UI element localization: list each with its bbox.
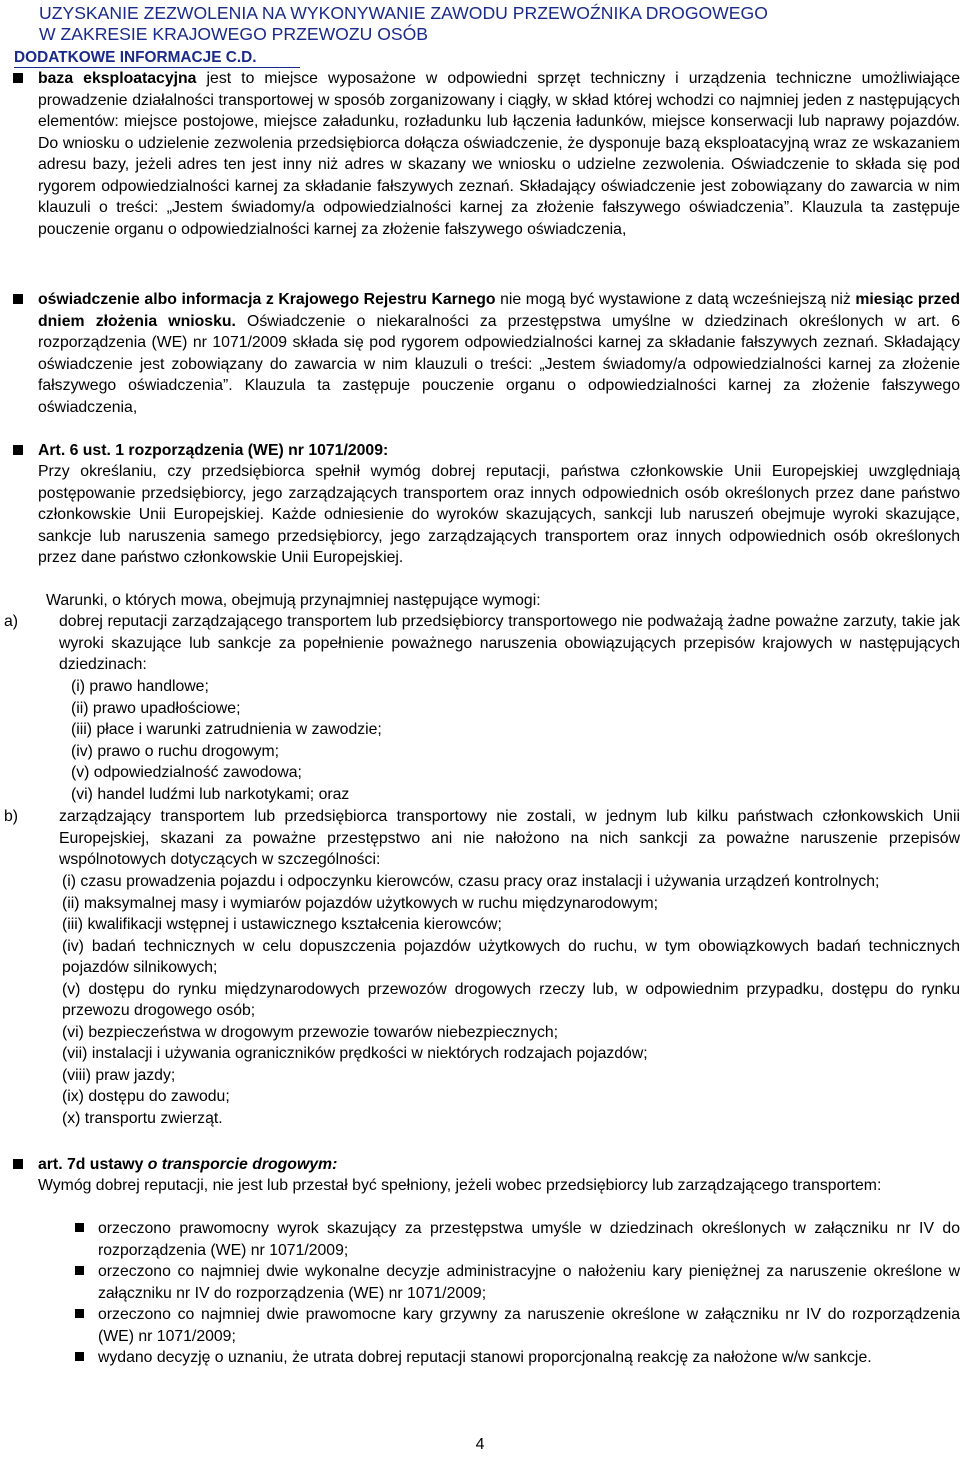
krk-text-2: Oświadczenie o niekaralności za przestępstwa umyślne w dziedzinach określonych w art. 6 rozporządzenia (WE) nr 1071/2009 składa się pod rygorem odpowiedzialności karnej za składanie fałszywych zeznań. Składający oświadczenie jest zobowiązany do zawarcia w nim klauzuli o treści: „Jestem świadomy/a odpowiedzialności karnej za złożenie fałszywego oświadczenia”. Klauzula ta zastępuje pouczenie organu o odpowiedzialności karnej za złożenie fałszywego oświadczenia, [38,312,960,416]
condition-a-item: (v) odpowiedzialność zawodowa; [71,764,302,781]
term-oswiadczenie-krk: oświadczenie albo informacja z Krajowego Rejestru Karnego [38,291,496,308]
paragraph-good-reputation [38,461,960,569]
list-label-b: b) [4,808,19,825]
reputation-loss-item: orzeczono co najmniej dwie wykonalne decyzje administracyjne o nałożeniu kary pieniężnej za naruszenie określone w załączniku nr IV do rozporządzenia (WE) nr 1071/2009; [98,1263,960,1302]
paragraph-baza-eksploatacyjna [38,68,960,240]
bullet-square-icon [75,1352,84,1361]
heading-art-7d-bold: art. 7d ustawy [38,1156,148,1173]
condition-b-item: (i) czasu prowadzenia pojazdu i odpoczynku kierowców, czasu pracy oraz instalacji i używania urządzeń kontrolnych; [62,873,880,890]
krk-text-1: nie mogą być wystawione z datą wcześniejszą niż [495,291,856,308]
list-label-a: a) [4,613,19,630]
conditions-intro-text: Warunki, o których mowa, obejmują przynajmniej następujące wymogi: [46,592,541,609]
condition-a-item: (i) prawo handlowe; [71,678,209,695]
document-header [39,3,939,45]
bullet-square-icon [13,1159,23,1169]
condition-a-item: (iv) prawo o ruchu drogowym; [71,742,280,760]
condition-b-item: (ii) maksymalnej masy i wymiarów pojazdów użytkowych w ruchu międzynarodowym; [62,894,659,912]
bullet-square-icon [75,1223,84,1232]
condition-b-item: (iii) kwalifikacji wstępnej i ustawicznego kształcenia kierowców; [62,916,502,933]
condition-b-item: (x) transportu zwierząt. [62,1109,223,1127]
condition-b-item: (vii) instalacji i używania ograniczników prędkości w niektórych rodzajach pojazdów; [62,1045,648,1062]
condition-b-item: (vi) bezpieczeństwa w drogowym przewozie towarów niebezpiecznych; [62,1023,559,1041]
heading-art-7d-italic: o transporcie drogowym: [147,1156,338,1173]
paragraph-reputation-loss-intro: Wymóg dobrej reputacji, nie jest lub przestał być spełniony, jeżeli wobec przedsiębiorcy lub zarządzającego transportem: [38,1177,882,1194]
reputation-loss-item: orzeczono prawomocny wyrok skazujący za przestępstwa umyśle w dziedzinach określonych w załączniku nr IV do rozporządzenia (WE) nr 1071/2009; [98,1220,960,1259]
bullet-square-icon [13,73,23,83]
bullet-square-icon [13,445,23,455]
bullet-square-icon [75,1309,84,1318]
term-deadline: miesiąc przed dniem złożenia wniosku. [38,291,960,330]
bullet-square-icon [13,294,23,304]
good-reputation-text: Przy określaniu, czy przedsiębiorca spełnił wymóg dobrej reputacji, państwa członkowskie Unii Europejskiej uwzględniają postępowanie przedsiębiorcy, jego zarządzających transportem oraz innych odpowiednich osób określonych przez dane państwo członkowskie Unii Europejskiej. Każde odniesienie do wyroków skazujących, sankcji lub naruszeń obejmuje wyroki skazujące, sankcje lub naruszenia samego przedsiębiorcy, jego zarządzających transportem oraz innych odpowiednich osób określonych przez dane państwo członkowskie Unii Europejskiej. [38,463,960,566]
paragraph-oswiadczenie-krk [38,289,960,418]
header-title-line-1: UZYSKANIE ZEZWOLENIA NA WYKONYWANIE ZAWODU PRZEWOŹNIKA DROGOWEGO [39,3,768,23]
condition-b-list [62,871,960,1129]
baza-definition-text: jest to miejsce wyposażone w odpowiedni sprzęt techniczny i urządzenia techniczne umożliwiające prowadzenie działalności transportowej w sposób zorganizowany i ciągły, w skład której wchodzi co najmniej jeden z następujących elementów: miejsce postojowe, miejsce załadunku, rozładunku lub łączenia ładunków, miejsce konserwacji lub naprawy pojazdów. [38,70,960,130]
condition-a-list [71,676,951,805]
condition-a-item: (vi) handel ludźmi lub narkotykami; oraz [71,785,350,803]
condition-a-text: dobrej reputacji zarządzającego transportem lub przedsiębiorcy transportowego nie podważają żadne poważne zarzuty, takie jak wyroki skazujące lub sankcje za popełnienie poważnego naruszenia obowiązujących przepisów krajowych w następujących dziedzinach: [59,613,960,673]
condition-b-item: (v) dostępu do rynku międzynarodowych przewozów drogowych rzeczy lub, w odpowiednim przypadku, dostępu do rynku przewozu drogowego osób; [62,980,960,1019]
section-subtitle: DODATKOWE INFORMACJE C.D. [14,49,257,66]
paragraph-conditions-intro [38,590,960,612]
baza-statement-text: Do wniosku o udzielenie zezwolenia przedsiębiorca dołącza oświadczenie, że dysponuje bazą eksploatacyjną wraz ze wskazaniem adresu bazy, jeżeli adres ten jest inny niż adres w skazany we wniosku o udzielne zezwolenia. Oświadczenie to składa się pod rygorem odpowiedzialności karnej za składanie fałszywych zeznań. Składający oświadczenie jest zobowiązany do zawarcia w nim klauzuli o treści: „Jestem świadomy/a odpowiedzialności karnej za złożenie fałszywego oświadczenia”. Klauzula ta zastępuje pouczenie organu o odpowiedzialności karnej za złożenie fałszywego oświadczenia, [38,134,960,238]
heading-art-7d [38,1154,960,1176]
condition-b-item: (viii) praw jazdy; [62,1066,176,1084]
page-number: 4 [475,1436,485,1453]
condition-b-text: zarządzający transportem lub przedsiębiorca transportowy nie zostali, w jednym lub kilku państwach członkowskich Unii Europejskiej, skazani za poważne przestępstwo ani nie nałożono na nich sankcji za poważne naruszenie przepisów wspólnotowych dotyczących w szczególności: [59,808,960,868]
reputation-loss-item: wydano decyzję o uznaniu, że utrata dobrej reputacji stanowi proporcjonalną reakcję za nałożone w/w sankcje. [98,1349,872,1366]
header-title-line-2: W ZAKRESIE KRAJOWEGO PRZEWOZU OSÓB [39,24,429,44]
condition-b-item: (ix) dostępu do zawodu; [62,1088,230,1105]
reputation-loss-item: orzeczono co najmniej dwie prawomocne kary grzywny za naruszenie określone w załączniku nr IV do rozporządzenia (WE) nr 1071/2009; [98,1306,960,1345]
condition-a-item: (iii) płace i warunki zatrudnienia w zawodzie; [71,721,382,738]
term-baza-eksploatacyjna: baza eksploatacyjna [38,70,197,87]
condition-b-item: (iv) badań technicznych w celu dopuszczenia pojazdów użytkowych do ruchu, w tym obowiązkowych badań technicznych pojazdów silnikowych; [62,937,960,976]
heading-art-6: Art. 6 ust. 1 rozporządzenia (WE) nr 1071/2009: [38,442,389,459]
bullet-square-icon [75,1266,84,1275]
condition-a-item: (ii) prawo upadłościowe; [71,699,241,717]
